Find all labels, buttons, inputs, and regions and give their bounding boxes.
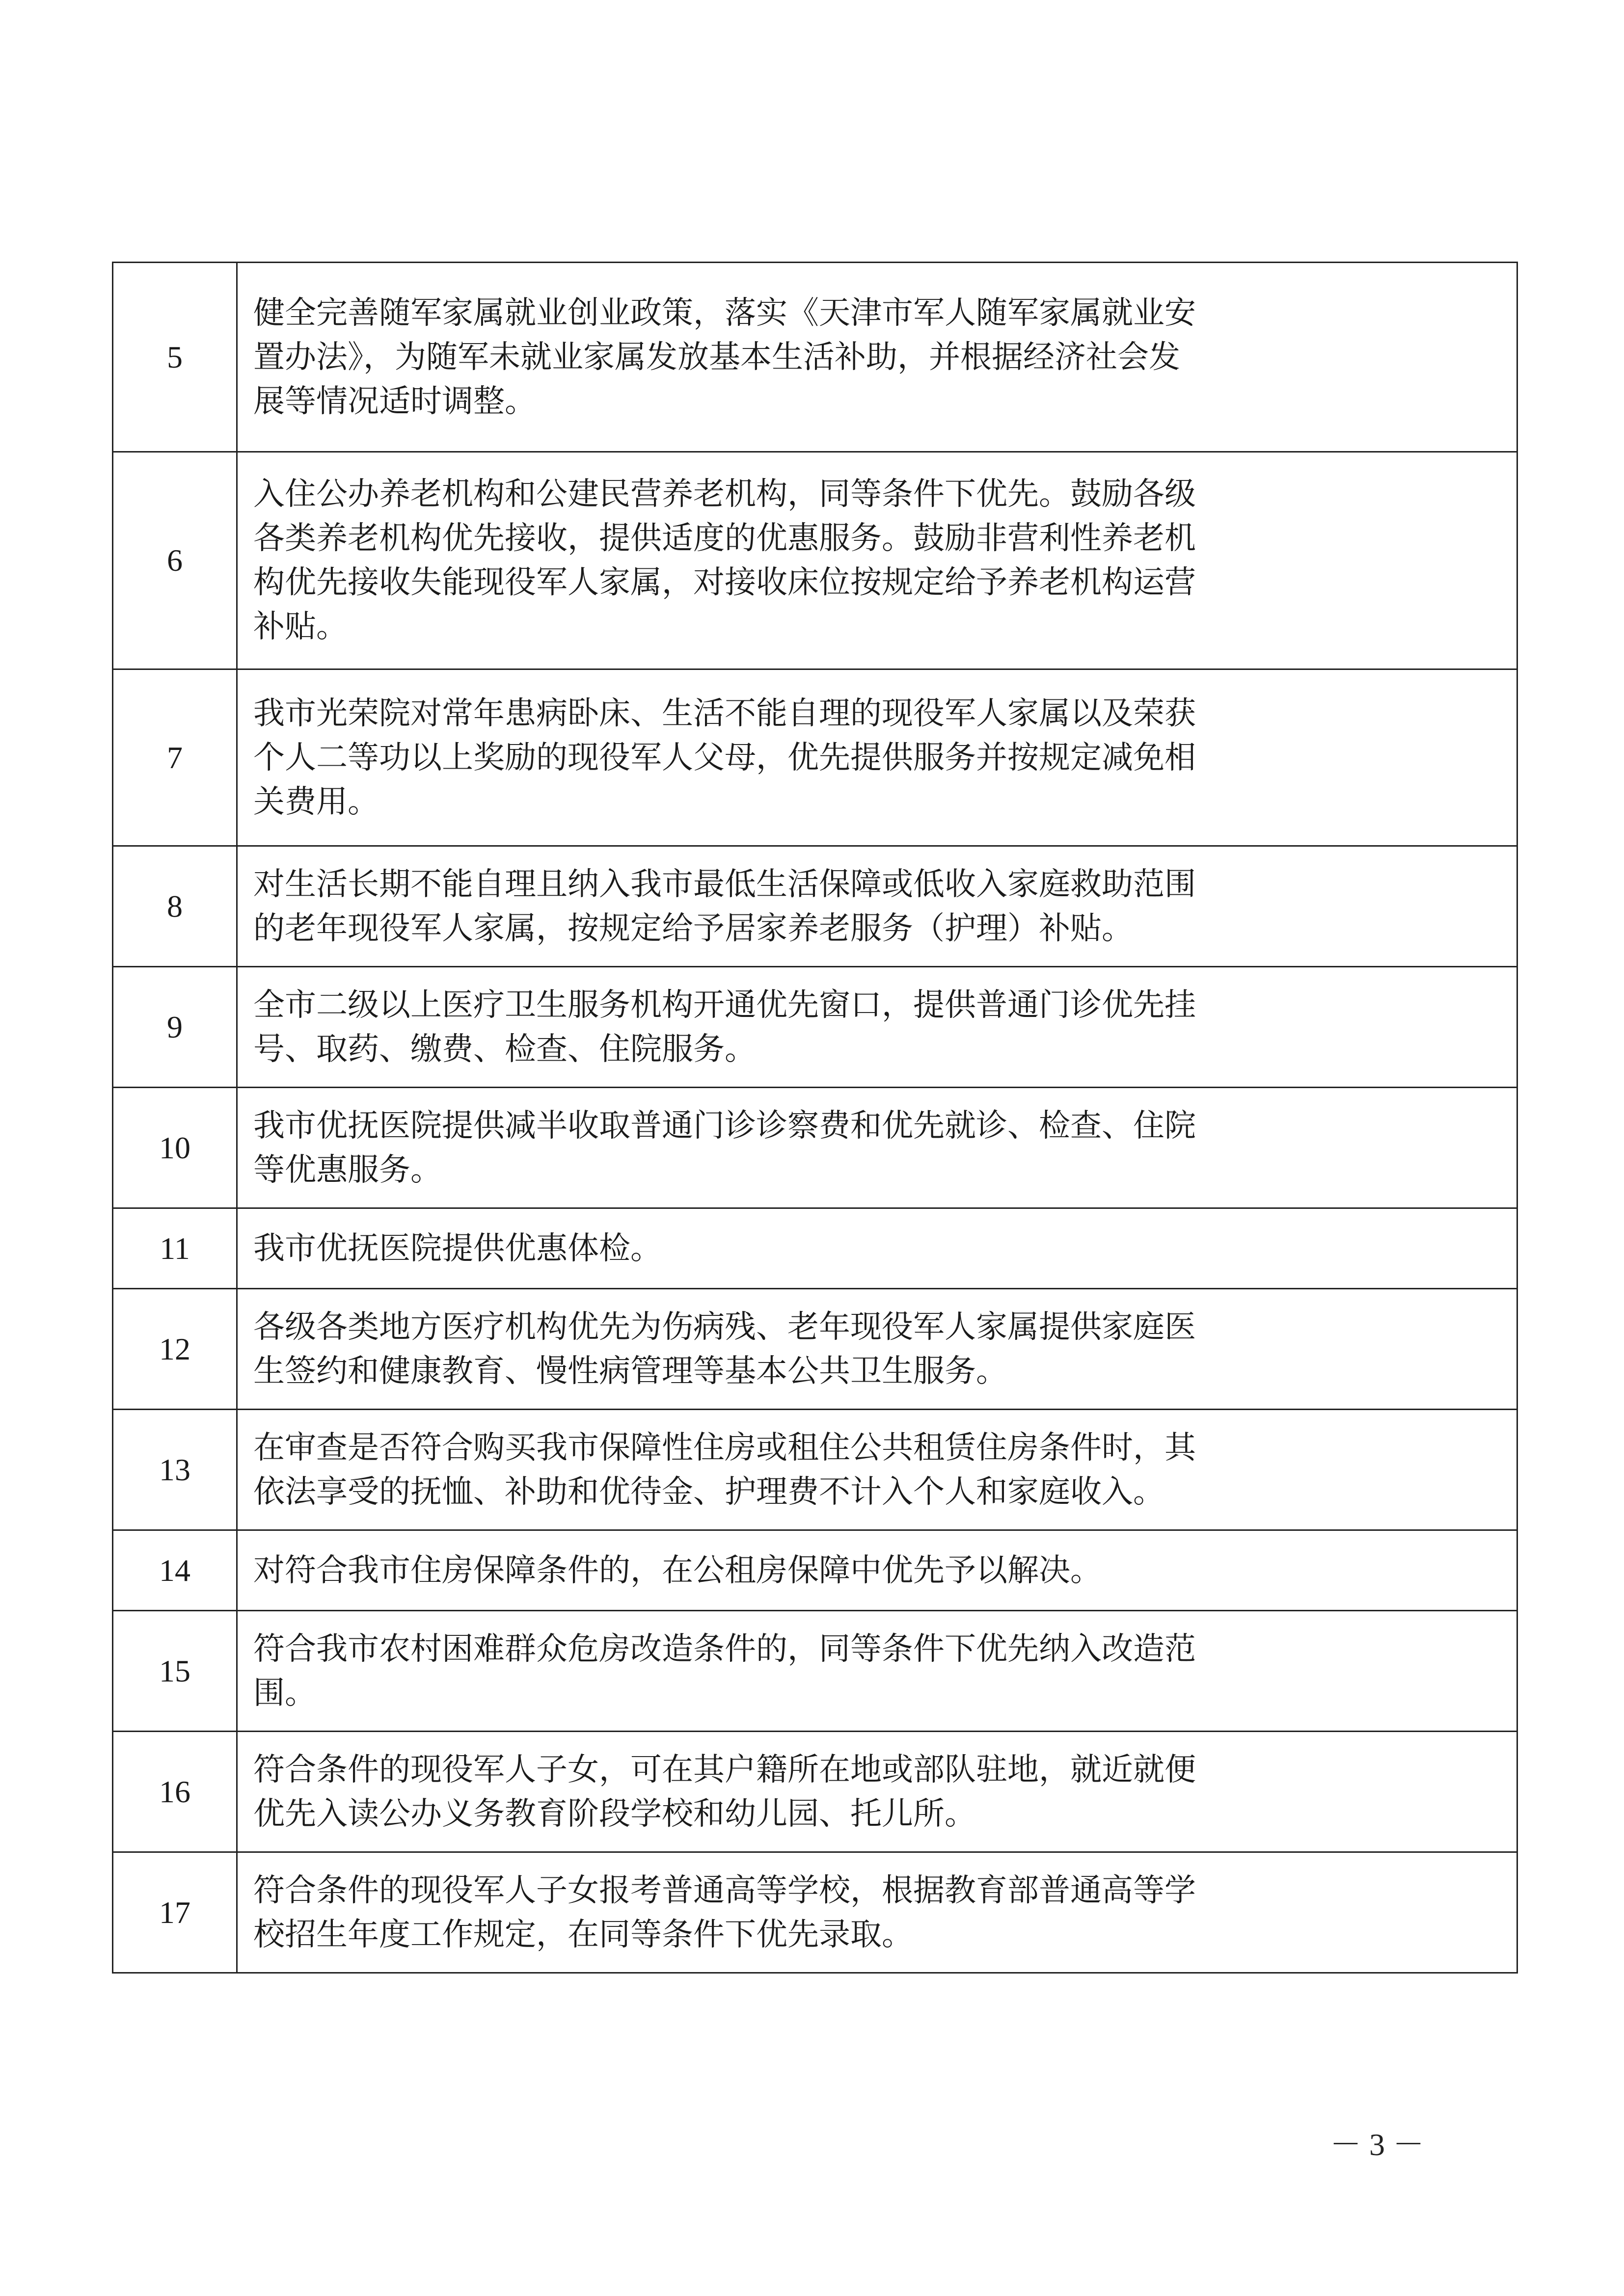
row-text: [237, 967, 1517, 1088]
row-text-line: 补贴。: [253, 609, 348, 645]
row-number: 10: [113, 1088, 237, 1208]
table-row: [113, 1410, 1517, 1530]
row-text-line: 我市优抚医院提供优惠体检。: [253, 1230, 662, 1267]
row-text-line: 符合条件的现役军人子女报考普通高等学校，根据教育部普通高等学: [253, 1872, 1196, 1909]
row-text: [237, 1289, 1517, 1410]
table-row: [113, 1088, 1517, 1208]
row-text: [237, 846, 1517, 967]
row-text-line: 置办法》，为随军未就业家属发放基本生活补助，并根据经济社会发: [253, 339, 1180, 375]
row-text-line: 等优惠服务。: [253, 1151, 442, 1188]
row-number: 16: [113, 1732, 237, 1852]
row-text: [237, 1530, 1517, 1611]
row-text-line: 的老年现役军人家属，按规定给予居家养老服务（护理）补贴。: [253, 910, 1133, 947]
row-text-line: 我市优抚医院提供减半收取普通门诊诊察费和优先就诊、检查、住院: [253, 1107, 1196, 1144]
row-number: 8: [113, 846, 237, 967]
row-text-line: 依法享受的抚恤、补助和优待金、护理费不计入个人和家庭收入。: [253, 1473, 1164, 1510]
row-text-line: 生签约和健康教育、慢性病管理等基本公共卫生服务。: [253, 1353, 1007, 1389]
row-text-line: 各类养老机构优先接收，提供适度的优惠服务。鼓励非营利性养老机: [253, 520, 1196, 557]
table-row: [113, 1208, 1517, 1289]
table-row: [113, 1530, 1517, 1611]
row-text: [237, 263, 1517, 452]
table-row: [113, 1289, 1517, 1410]
benefits-table: [112, 262, 1518, 1974]
row-number: 9: [113, 967, 237, 1088]
table-row: [113, 1732, 1517, 1852]
row-text-line: 健全完善随军家属就业创业政策，落实《天津市军人随军家属就业安: [253, 294, 1196, 331]
page-number: － 3 －: [1330, 2127, 1424, 2162]
row-number: 6: [113, 452, 237, 669]
row-text-line: 对符合我市住房保障条件的，在公租房保障中优先予以解决。: [253, 1552, 1102, 1589]
row-text: [237, 1732, 1517, 1852]
table-row: [113, 669, 1517, 846]
row-text-line: 构优先接收失能现役军人家属，对接收床位按规定给予养老机构运营: [253, 564, 1196, 601]
table-row: [113, 452, 1517, 669]
row-number: 17: [113, 1852, 237, 1973]
row-number: 14: [113, 1530, 237, 1611]
row-number: 12: [113, 1289, 237, 1410]
row-text: [237, 669, 1517, 846]
row-number: 13: [113, 1410, 237, 1530]
table-row: [113, 967, 1517, 1088]
row-text-line: 对生活长期不能自理且纳入我市最低生活保障或低收入家庭救助范围: [253, 866, 1196, 903]
row-text-line: 全市二级以上医疗卫生服务机构开通优先窗口，提供普通门诊优先挂: [253, 987, 1196, 1023]
row-text-line: 入住公办养老机构和公建民营养老机构，同等条件下优先。鼓励各级: [253, 476, 1196, 512]
table-row: [113, 1852, 1517, 1973]
row-number: 5: [113, 263, 237, 452]
row-text-line: 符合我市农村困难群众危房改造条件的，同等条件下优先纳入改造范: [253, 1630, 1196, 1667]
row-number: 7: [113, 669, 237, 846]
row-number: 11: [113, 1208, 237, 1289]
table-row: [113, 1611, 1517, 1732]
row-text: [237, 1088, 1517, 1208]
row-text-line: 在审查是否符合购买我市保障性住房或租住公共租赁住房条件时，其: [253, 1429, 1196, 1466]
row-text: [237, 1410, 1517, 1530]
row-text-line: 优先入读公办义务教育阶段学校和幼儿园、托儿所。: [253, 1795, 976, 1832]
row-text-line: 关费用。: [253, 783, 379, 820]
row-text-line: 展等情况适时调整。: [253, 383, 536, 420]
row-text-line: 各级各类地方医疗机构优先为伤病残、老年现役军人家属提供家庭医: [253, 1308, 1196, 1345]
row-number: 15: [113, 1611, 237, 1732]
row-text: [237, 1611, 1517, 1732]
table-row: [113, 263, 1517, 452]
table-row: [113, 846, 1517, 967]
row-text-line: 我市光荣院对常年患病卧床、生活不能自理的现役军人家属以及荣获: [253, 695, 1196, 732]
row-text-line: 校招生年度工作规定，在同等条件下优先录取。: [253, 1916, 913, 1953]
row-text-line: 个人二等功以上奖励的现役军人父母，优先提供服务并按规定减免相: [253, 739, 1196, 776]
row-text-line: 围。: [253, 1675, 316, 1711]
row-text-line: 符合条件的现役军人子女，可在其户籍所在地或部队驻地，就近就便: [253, 1751, 1196, 1788]
row-text: [237, 452, 1517, 669]
row-text-line: 号、取药、缴费、检查、住院服务。: [253, 1031, 756, 1068]
row-text: [237, 1852, 1517, 1973]
row-text: [237, 1208, 1517, 1289]
table-body: [113, 263, 1517, 1973]
